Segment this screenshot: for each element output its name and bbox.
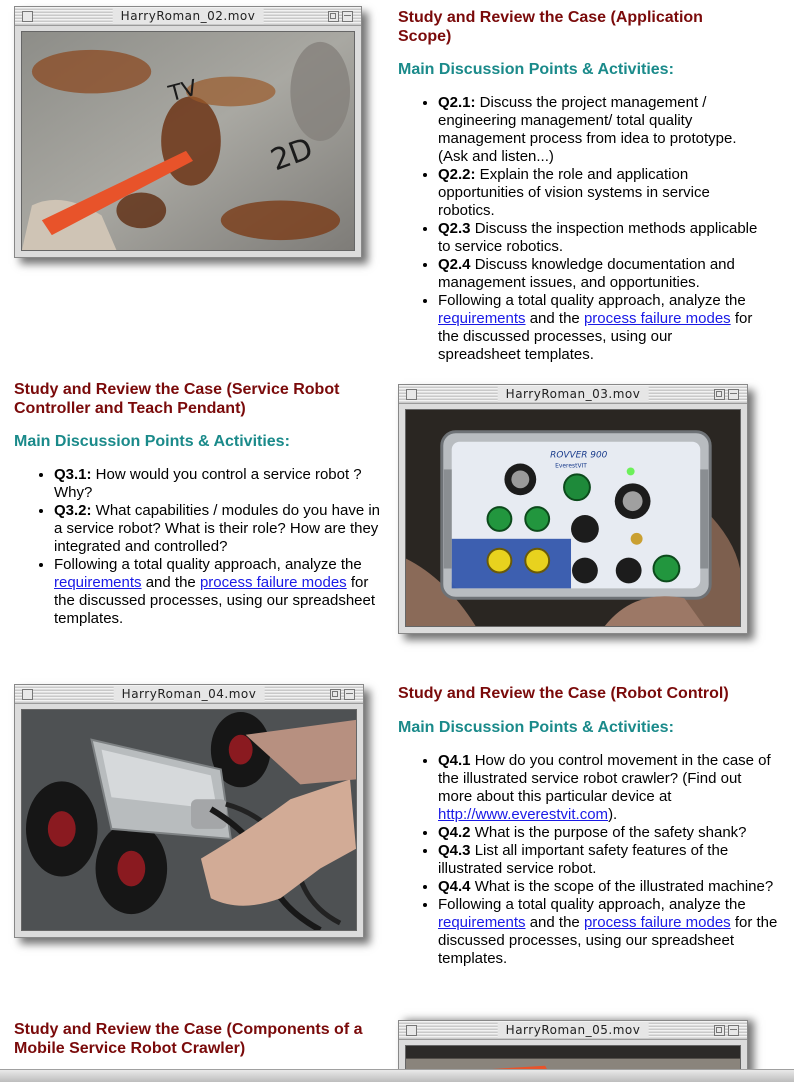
window-titlebar[interactable]: [399, 385, 747, 404]
close-box-icon[interactable]: [406, 389, 417, 400]
list-item: • Q3.1: How would you control a service robot ? Why?: [54, 466, 384, 502]
movie-title: HarryRoman_03.mov: [498, 386, 649, 402]
pendant-brand-label: ROVVER 900: [550, 450, 608, 461]
pendant-maker-label: EverestVIT: [555, 462, 587, 470]
requirements-link[interactable]: requirements: [54, 574, 142, 591]
list-item: • Q4.4 What is the scope of the illustrated machine?: [438, 878, 778, 896]
window-bottom-scroll-strip: [0, 1069, 794, 1082]
movie-frame-teach-pendant[interactable]: [405, 409, 741, 627]
collapse-box-icon[interactable]: [728, 389, 739, 400]
list-item: • Q2.4 Discuss knowledge documentation and management issues, and opportunities.: [438, 256, 758, 292]
list-item: • Following a total quality approach, analyze the requirements and the process failure modes for the discussed processes, using our spreadsheet templates.: [54, 556, 384, 628]
movie-window-04[interactable]: [14, 684, 364, 938]
section-subtitle: Main Discussion Points & Activities:: [398, 719, 674, 736]
movie-title: HarryRoman_02.mov: [113, 8, 264, 24]
movie-title: HarryRoman_04.mov: [114, 686, 265, 702]
discussion-list: [32, 466, 384, 628]
list-item: • Q2.1: Discuss the project management / engineering management/ total quality management process from idea to prototype. (Ask and listen...): [438, 94, 758, 166]
collapse-box-icon[interactable]: [342, 11, 353, 22]
list-item: • Q2.3 Discuss the inspection methods applicable to service robotics.: [438, 220, 758, 256]
section-title-application-scope: Study and Review the Case (Application Scope): [398, 9, 703, 45]
requirements-link[interactable]: requirements: [438, 310, 526, 327]
zoom-box-icon[interactable]: [330, 689, 341, 700]
section-title-controller-teach-pendant: Study and Review the Case (Service Robot Controller and Teach Pendant): [14, 381, 340, 417]
movie-window-02[interactable]: [14, 6, 362, 258]
process-failure-modes-link[interactable]: process failure modes: [199, 574, 347, 591]
process-failure-modes-link[interactable]: process failure modes: [583, 914, 731, 931]
list-item: • Q2.2: Explain the role and application opportunities of vision systems in service robotics.: [438, 166, 758, 220]
zoom-box-icon[interactable]: [328, 11, 339, 22]
list-item: • Q3.2: What capabilities / modules do you have in a service robot? What is their role? How are they integrated and controlled?: [54, 502, 384, 556]
window-titlebar[interactable]: [15, 685, 363, 704]
process-failure-modes-link[interactable]: process failure modes: [583, 310, 731, 327]
list-item: • Following a total quality approach, analyze the requirements and the process failure modes for the discussed processes, using our spreadsheet templates.: [438, 896, 778, 968]
discussion-list: [416, 94, 758, 364]
section-subtitle: Main Discussion Points & Activities:: [398, 61, 674, 78]
collapse-box-icon[interactable]: [728, 1025, 739, 1036]
movie-title: HarryRoman_05.mov: [498, 1022, 649, 1038]
window-titlebar[interactable]: [15, 7, 361, 26]
list-item: • Q4.3 List all important safety features of the illustrated service robot.: [438, 842, 778, 878]
section-subtitle: Main Discussion Points & Activities:: [14, 433, 290, 450]
close-box-icon[interactable]: [22, 11, 33, 22]
list-item: • Q4.2 What is the purpose of the safety shank?: [438, 824, 778, 842]
svg-text:2D: 2D: [266, 131, 318, 179]
movie-frame-rusty-pipe[interactable]: [21, 31, 355, 251]
requirements-link[interactable]: requirements: [438, 914, 526, 931]
section-title-robot-control: Study and Review the Case (Robot Control): [398, 685, 729, 702]
movie-window-03[interactable]: [398, 384, 748, 634]
close-box-icon[interactable]: [406, 1025, 417, 1036]
section-title-crawler-components: Study and Review the Case (Components of a Mobile Service Robot Crawler): [14, 1021, 363, 1057]
everestvit-link[interactable]: http://www.everestvit.com: [438, 806, 609, 823]
close-box-icon[interactable]: [22, 689, 33, 700]
movie-frame-robot-crawler[interactable]: [21, 709, 357, 931]
zoom-box-icon[interactable]: [714, 1025, 725, 1036]
window-titlebar[interactable]: [399, 1021, 747, 1040]
collapse-box-icon[interactable]: [344, 689, 355, 700]
list-item: • Following a total quality approach, analyze the requirements and the process failure modes for the discussed processes, using our spreadsheet templates.: [438, 292, 758, 364]
list-item: • Q4.1 How do you control movement in the case of the illustrated service robot crawler? (Find out more about this particular device at http://www.everestvit.com).: [438, 752, 778, 824]
zoom-box-icon[interactable]: [714, 389, 725, 400]
discussion-list: [416, 752, 778, 968]
svg-text:TV: TV: [166, 75, 201, 108]
